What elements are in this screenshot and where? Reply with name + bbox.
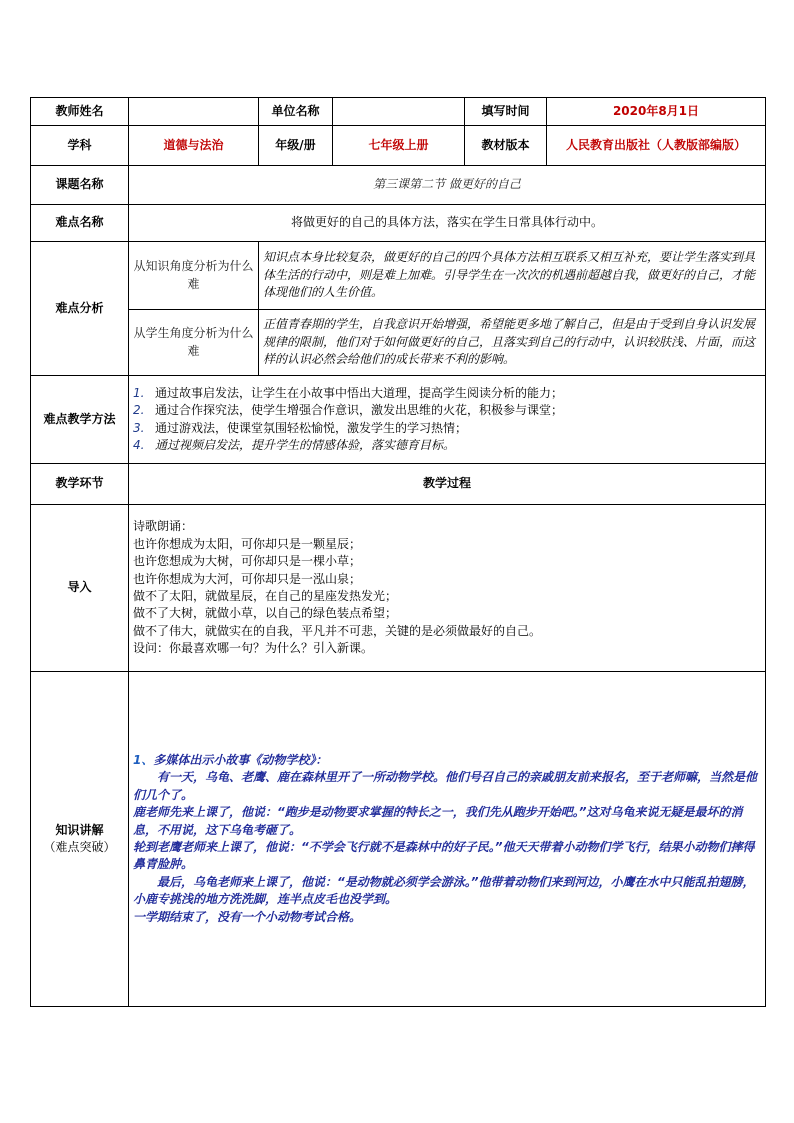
method-item (133, 402, 761, 419)
lesson-plan-table (30, 97, 766, 1007)
story-paragraph: 有一天，乌龟、老鹰、鹿在森林里开了一所动物学校。他们号召自己的亲戚朋友前来报名，至于老师嘛，当然是他们几个了。 (133, 770, 758, 802)
textbook-value: 人民教育出版社（人教版部编版） (547, 126, 766, 166)
topic-row (31, 166, 766, 205)
knowledge-sublabel: （难点突破） (43, 840, 116, 854)
student-angle-label: 从学生角度分析为什么难 (129, 310, 259, 376)
methods-row (31, 376, 766, 464)
poem-line: 做不了大树，就做小草，以自己的绿色装点希望； (133, 606, 398, 621)
poem-line: 也许你想成为大河，可你却只是一泓山泉； (133, 571, 362, 586)
topic-label: 课题名称 (31, 166, 129, 205)
textbook-label: 教材版本 (465, 126, 547, 166)
method-item (133, 437, 761, 454)
story-paragraph: 一学期结束了，没有一个小动物考试合格。 (133, 909, 362, 924)
poem-line: 也许你想成为太阳，可你却只是一颗星辰； (133, 536, 362, 551)
teacher-value (129, 98, 259, 126)
analysis-label: 难点分析 (31, 242, 129, 376)
methods-list (129, 376, 766, 464)
topic-value: 第三课第二节 做更好的自己 (129, 166, 766, 205)
method-number: 3. (133, 420, 145, 435)
grade-label: 年级/册 (259, 126, 333, 166)
intro-poem (129, 505, 766, 672)
method-number: 4. (133, 437, 145, 452)
method-text: 通过合作探究法，使学生增强合作意识，激发出思维的火花，积极参与课堂； (155, 403, 564, 418)
difficulty-label: 难点名称 (31, 205, 129, 242)
poem-line: 诗歌朗诵： (133, 519, 194, 534)
date-value: 2020年8月1日 (547, 98, 766, 126)
knowledge-row (31, 672, 766, 1007)
poem-line: 做不了伟大，就做实在的自我，平凡并不可悲，关键的是必须做最好的自己。 (133, 623, 542, 638)
method-number: 2. (133, 403, 145, 418)
poem-line: 做不了太阳，就做星辰，在自己的星座发热发光； (133, 589, 398, 603)
teacher-label: 教师姓名 (31, 98, 129, 126)
story-paragraph: 轮到老鹰老师来上课了，他说：“不学会飞行就不是森林中的好子民。”他天天带着小动物们学飞行，结果小动物们摔得鼻青脸肿。 (133, 840, 755, 872)
unit-label: 单位名称 (259, 98, 333, 126)
method-item (133, 420, 761, 437)
process-header-row (31, 464, 766, 505)
unit-value (333, 98, 465, 126)
method-text: 通过故事启发法，让学生在小故事中悟出大道理，提高学生阅读分析的能力； (155, 385, 564, 400)
header-row-2 (31, 126, 766, 166)
story-title-text: 多媒体出示小故事《动物学校》： (153, 753, 328, 768)
method-number: 1. (133, 385, 145, 400)
knowledge-angle-text: 知识点本身比较复杂，做更好的自己的四个具体方法相互联系又相互补充，要让学生落实到具体生活的行动中，则是难上加难。引导学生在一次次的机遇前超越自我，做更好的自己，才能体现他们的人生价值。 (259, 242, 766, 310)
story-content (129, 672, 766, 1007)
intro-row (31, 505, 766, 672)
story-number: 1、 (133, 753, 154, 768)
methods-label: 难点教学方法 (31, 376, 129, 464)
student-angle-text: 正值青春期的学生，自我意识开始增强，希望能更多地了解自己，但是由于受到自身认识发展规律的限制，他们对于如何做更好的自己，且落实到自己的行动中，认识较肤浅、片面，而这样的认识必然会给他们的成长带来不利的影响。 (259, 310, 766, 376)
analysis-row-student (31, 310, 766, 376)
method-text: 通过视频启发法，提升学生的情感体验，落实德育目标。 (155, 437, 456, 452)
subject-label: 学科 (31, 126, 129, 166)
method-text: 通过游戏法，使课堂氛围轻松愉悦，激发学生的学习热情； (155, 420, 468, 435)
difficulty-row (31, 205, 766, 242)
header-row-1 (31, 98, 766, 126)
intro-label: 导入 (31, 505, 129, 672)
process-label: 教学环节 (31, 464, 129, 505)
story-paragraph: 鹿老师先来上课了，他说：“跑步是动物要求掌握的特长之一，我们先从跑步开始吧。”这对乌龟来说无疑是最坏的消息，不用说，这下乌龟考砸了。 (133, 805, 743, 837)
story-paragraph: 最后，乌龟老师来上课了，他说：“是动物就必须学会游泳。”他带着动物们来到河边，小鹰在水中只能乱拍翅膀，小鹿专挑浅的地方洗洗脚，连半点皮毛也没学到。 (133, 874, 755, 907)
method-item (133, 385, 761, 402)
knowledge-label-cell (31, 672, 129, 1007)
process-value: 教学过程 (129, 464, 766, 505)
subject-value: 道德与法治 (129, 126, 259, 166)
difficulty-value: 将做更好的自己的具体方法，落实在学生日常具体行动中。 (129, 205, 766, 242)
analysis-row-knowledge (31, 242, 766, 310)
story-title (133, 752, 761, 769)
poem-line: 设问：你最喜欢哪一句？为什么？引入新课。 (133, 641, 374, 656)
date-label: 填写时间 (465, 98, 547, 126)
grade-value: 七年级上册 (333, 126, 465, 166)
poem-line: 也许您想成为大树，可你却只是一棵小草； (133, 554, 362, 569)
knowledge-angle-label: 从知识角度分析为什么难 (129, 242, 259, 310)
knowledge-label: 知识讲解 (55, 822, 104, 837)
